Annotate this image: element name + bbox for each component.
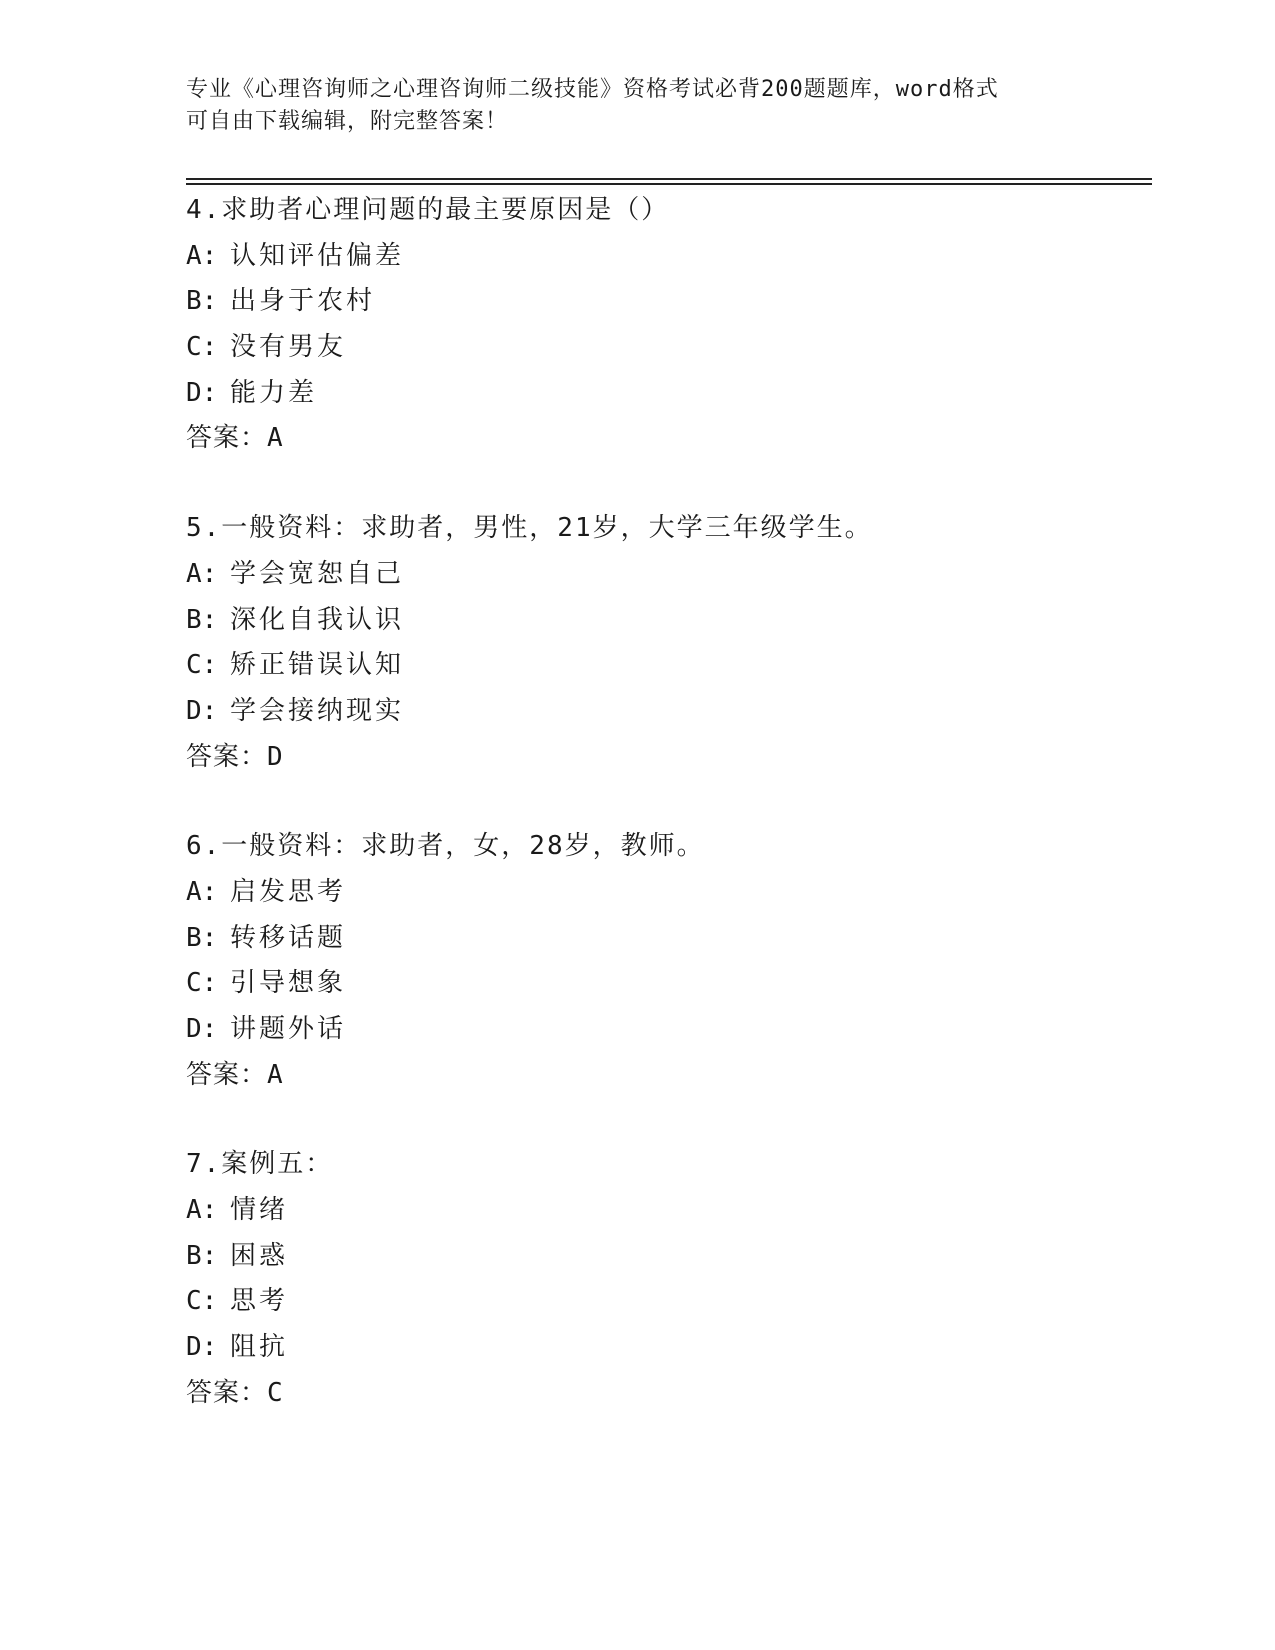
document-header xyxy=(186,74,1066,138)
answer-label: 答案： xyxy=(186,1059,268,1090)
option-c xyxy=(186,643,1146,689)
answer-value: D xyxy=(267,741,284,772)
question-stem: 7.案例五： xyxy=(186,1149,334,1180)
option-letter: B: xyxy=(186,604,218,635)
option-text: 学会接纳现实 xyxy=(230,695,405,726)
answer-line xyxy=(186,1371,1146,1417)
answer-value: A xyxy=(267,423,284,454)
option-text: 矫正错误认知 xyxy=(230,650,405,681)
option-text: 没有男友 xyxy=(230,332,347,363)
answer-line xyxy=(186,416,1146,462)
option-letter: C: xyxy=(186,1286,218,1317)
option-d xyxy=(186,1007,1146,1053)
option-a xyxy=(186,552,1146,598)
option-b xyxy=(186,279,1146,325)
option-text: 思考 xyxy=(230,1286,289,1317)
answer-line xyxy=(186,735,1146,781)
option-text: 认知评估偏差 xyxy=(230,240,405,271)
answer-value: A xyxy=(267,1059,284,1090)
option-text: 困惑 xyxy=(230,1240,289,1271)
option-letter: C: xyxy=(186,650,218,681)
option-d xyxy=(186,371,1146,417)
header-line-1: 专业《心理咨询师之心理咨询师二级技能》资格考试必背200题题库，word格式 xyxy=(186,77,999,102)
option-text: 情绪 xyxy=(230,1195,289,1226)
option-text: 出身于农村 xyxy=(230,286,376,317)
answer-value: C xyxy=(267,1377,284,1408)
option-letter: A: xyxy=(186,1195,218,1226)
question-stem: 5.一般资料：求助者，男性，21岁，大学三年级学生。 xyxy=(186,513,873,544)
question-list xyxy=(186,188,1146,1461)
option-b xyxy=(186,598,1146,644)
option-letter: D: xyxy=(186,1332,218,1363)
option-a xyxy=(186,1188,1146,1234)
question-stem: 6.一般资料：求助者，女，28岁，教师。 xyxy=(186,831,705,862)
option-c xyxy=(186,961,1146,1007)
option-text: 转移话题 xyxy=(230,922,347,953)
option-text: 能力差 xyxy=(230,377,318,408)
question-item xyxy=(186,506,1146,780)
option-letter: A: xyxy=(186,876,218,907)
question-stem: 4.求助者心理问题的最主要原因是（） xyxy=(186,195,670,225)
header-divider-bottom xyxy=(186,183,1152,185)
question-item xyxy=(186,824,1146,1098)
option-letter: D: xyxy=(186,1014,218,1044)
option-a xyxy=(186,234,1146,280)
option-text: 讲题外话 xyxy=(230,1014,347,1044)
option-letter: D: xyxy=(186,377,218,408)
option-text: 引导想象 xyxy=(230,968,347,999)
question-item xyxy=(186,188,1146,462)
option-text: 启发思考 xyxy=(230,876,347,907)
answer-label: 答案： xyxy=(186,741,268,772)
option-text: 阻抗 xyxy=(230,1332,289,1363)
answer-label: 答案： xyxy=(186,423,268,454)
option-c xyxy=(186,325,1146,371)
answer-line xyxy=(186,1053,1146,1099)
option-letter: D: xyxy=(186,695,218,726)
option-letter: B: xyxy=(186,1240,218,1271)
option-c xyxy=(186,1279,1146,1325)
option-letter: A: xyxy=(186,558,218,589)
option-letter: C: xyxy=(186,968,218,999)
question-item xyxy=(186,1142,1146,1416)
option-text: 深化自我认识 xyxy=(230,604,405,635)
option-letter: B: xyxy=(186,922,218,953)
option-text: 学会宽恕自己 xyxy=(230,558,405,589)
option-b xyxy=(186,1234,1146,1280)
option-d xyxy=(186,689,1146,735)
option-letter: A: xyxy=(186,240,218,271)
option-d xyxy=(186,1325,1146,1371)
answer-label: 答案： xyxy=(186,1377,268,1408)
option-a xyxy=(186,870,1146,916)
option-letter: C: xyxy=(186,332,218,363)
option-b xyxy=(186,916,1146,962)
header-line-2: 可自由下载编辑，附完整答案！ xyxy=(186,109,509,134)
option-letter: B: xyxy=(186,286,218,317)
header-divider-top xyxy=(186,178,1152,180)
